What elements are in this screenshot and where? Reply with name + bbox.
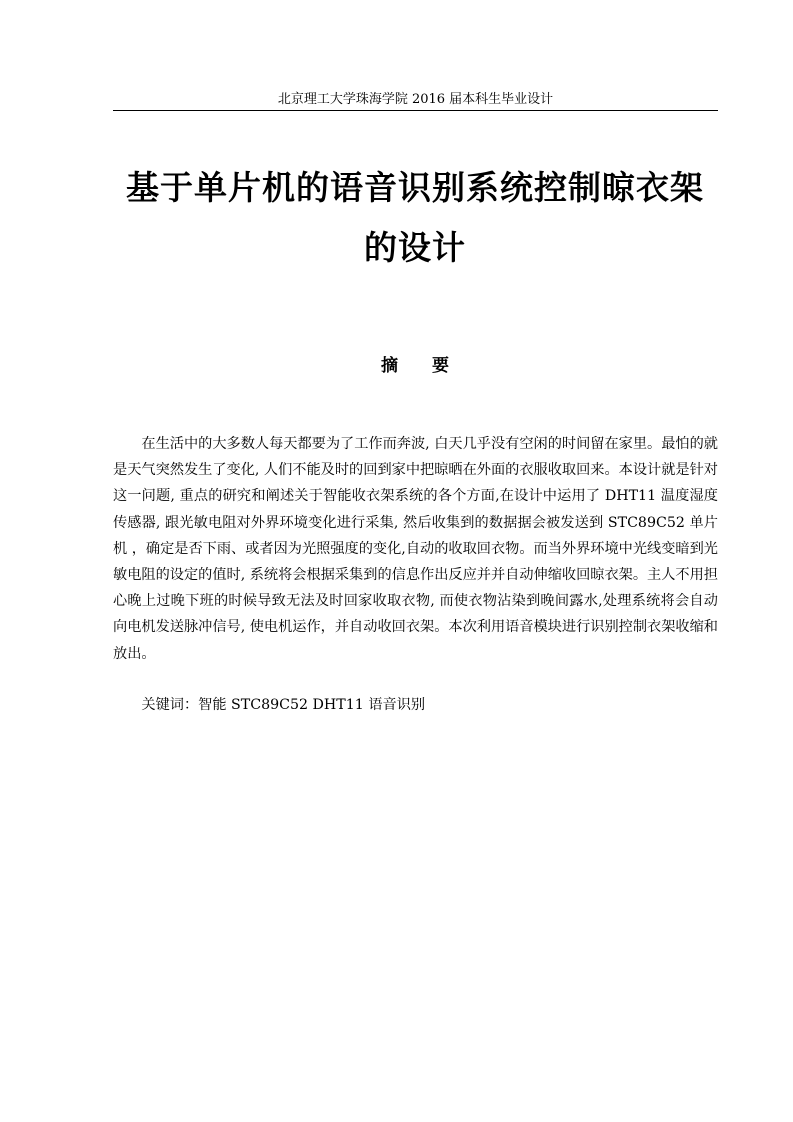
title-line-1: 基于单片机的语音识别系统控制晾衣架	[126, 168, 704, 207]
abstract-heading: 摘 要	[381, 356, 463, 376]
abstract-paragraph: 在生活中的大多数人每天都要为了工作而奔波, 白天几乎没有空闲的时间留在家里。最怕的就是天气突然发生了变化, 人们不能及时的回到家中把晾晒在外面的衣服收取回来。本设计就是针对这一问题, 重点的研究和阐述关于智能收衣架系统的各个方面,在设计中运用了 DHT11 温度湿度传感器, 跟光敏电阻对外界环境变化进行采集, 然后收集到的数据据会被发送到 STC89C52 单片机 ，确定是否下雨、或者因为光照强度的变化,自动的收取回衣物。而当外界环境中光线变暗到光敏电阻的设定的值时, 系统将会根据采集到的信息作出反应并并自动伸缩收回晾衣架。主人不用担心晚上过晚下班的时候导致无法及时回家收取衣物, 而使衣物沾染到晚间露水,处理系统将会自动向电机发送脉冲信号, 使电机运作，并自动收回衣架。本次利用语音模块进行识别控制衣架收缩和放出。	[113, 436, 718, 662]
document-title	[100, 158, 730, 278]
keywords-line	[113, 693, 718, 717]
header-divider	[113, 110, 718, 111]
keywords-value: 智能 STC89C52 DHT11 语音识别	[198, 697, 426, 713]
running-header: 北京理工大学珠海学院 2016 届本科生毕业设计	[277, 92, 554, 107]
keywords-label: 关键词：	[141, 697, 199, 713]
title-line-2: 的设计	[364, 228, 466, 267]
